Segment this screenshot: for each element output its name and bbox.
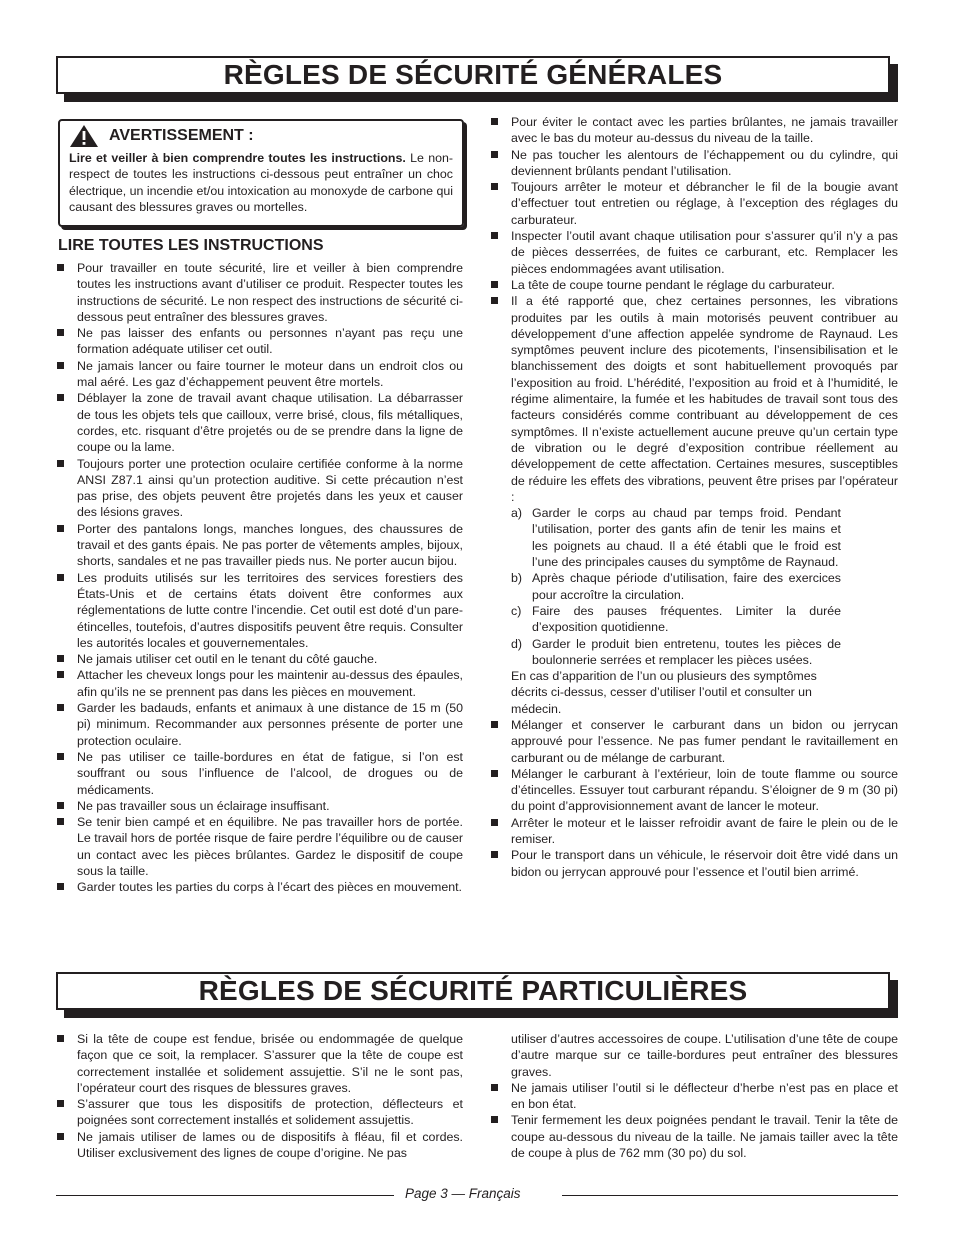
bullet-item: Mélanger et conserver le carburant dans un bidon ou jerrycan approuvé pour l’essence. Ne pas fumer pendant le ravitaillement en carburant ou de mélange de carburant. [490,717,898,766]
page-footer [0,1186,954,1206]
vibration-advice-text: En cas d’apparition de l’un ou plusieurs des symptômes décrits ci-dessus, cesser d’utiliser l’outil et consulter un médecin. [511,669,817,716]
specific-left-column [56,1031,463,1161]
sub-item-text: Faire des pauses fréquentes. Limiter la durée d’exposition quotidienne. [532,603,841,635]
sub-item-text: Après chaque période d’utilisation, faire des exercices pour accroître la circulation. [532,571,841,602]
sub-item-text: Garder le produit bien entretenu, toutes les pièces de boulonnerie serrées et remplacer les pièces usées. [532,636,841,667]
warning-triangle-icon [69,124,99,148]
bullet-item: Les produits utilisés sur les territoires des services forestiers des États-Unis et de certains états doivent être conformes aux réglementations de lutte contre l’incendie. Cet outil est doté d’un pare-étincelles, toutefois, d’autres dispositifs peuvent être requis. Consulter les autorités locales et gouvernementales. [56,570,463,651]
bullet-item: Se tenir bien campé et en équilibre. Ne pas travailler hors de portée. Le travail hors de portée risque de faire perdre l’équilibre ou de causer un contact avec les pièces brûlantes. Gardez le dispositif de coupe sous la taille. [56,814,463,879]
sub-item [511,570,841,603]
specific-rules-banner [56,972,890,1010]
left-column [56,260,463,896]
bullet-item: Ne pas laisser des enfants ou personnes n’ayant pas reçu une formation adéquate utiliser cet outil. [56,325,463,358]
bullet-item: Il a été rapporté que, chez certaines personnes, les vibrations produites par les outils à main motorisés peuvent contribuer au développement d’une affection appelée syndrome de Raynaud. Les symptômes peuvent inclure des picotements, l’insensibilisation et le blanchissement des doigts et sont habituellement provoqués par l’exposition au froid. L’hérédité, l’exposition au froid et à l’humidité, le régime alimentaire, la fumée et les habitudes de travail sont tous des facteurs considérés comme contribuant au développement de ces symptômes. Il n’existe actuellement aucune preuve qu’un certain type de vibration ou le degré d’exposition contribue réellement au développement de cette affectation. Certaines mesures, susceptibles de réduire les effets des vibrations, peuvent être prises par l’opérateur : [490,293,898,505]
general-rules-title: RÈGLES DE SÉCURITÉ GÉNÉRALES [223,59,723,90]
bullet-item: La tête de coupe tourne pendant le réglage du carburateur. [490,277,898,293]
bullet-item: Si la tête de coupe est fendue, brisée ou endommagée de quelque façon que ce soit, la remplacer. S’assurer que la tête de coupe est correctement installée et solidement assujettie. S’il ne le sont pas, l’opérateur court des risques de blessures graves. [56,1031,463,1096]
bullet-item: Garder toutes les parties du corps à l’écart des pièces en mouvement. [56,879,463,895]
sub-item [511,636,841,669]
bullet-item: Ne pas toucher les alentours de l’échappement ou du cylindre, qui deviennent brûlants pendant l’utilisation. [490,147,898,180]
warning-box [58,119,464,227]
bullet-item: Pour éviter le contact avec les parties brûlantes, ne jamais travailler avec le bas du moteur au-dessus du niveau de la taille. [490,114,898,147]
bullet-item: Arrêter le moteur et le laisser refroidir avant de faire le plein ou de le remiser. [490,815,898,848]
sub-item-marker: d) [511,636,523,651]
bullet-item: Toujours porter une protection oculaire certifiée conforme à la norme ANSI Z87.1 ainsi qu’un protection auditive. Si cette précaution n’est pas prise, des objets peuvent être projetés dans les yeux et causer des lésions graves. [56,456,463,521]
bullet-item: S’assurer que tous les dispositifs de protection, déflecteurs et poignées sont correctement installés et solidement assujettis. [56,1096,463,1129]
bullet-item: Déblayer la zone de travail avant chaque utilisation. La débarrasser de tous les objets tels que cailloux, verre brisé, clous, fils métalliques, cordes, etc. risquant d’être projetés ou de se prendre dans la ligne de coupe ou la lame. [56,390,463,455]
bullet-item: Ne pas utiliser ce taille-bordures en état de fatigue, si l’on est souffrant ou sous l’influence de l’alcool, de drogues ou de médicaments. [56,749,463,798]
warning-title: AVERTISSEMENT : [109,127,254,144]
bullet-item: Ne jamais lancer ou faire tourner le moteur dans un endroit clos ou mal aéré. Les gaz d’échappement peuvent être mortels. [56,358,463,391]
sub-item-marker: b) [511,571,523,586]
bullet-item: Pour le transport dans un véhicule, le réservoir doit être vidé dans un bidon ou jerrycan approuvé pour l’essence et l’outil bien arrimé. [490,847,898,880]
bullet-item: Garder les badauds, enfants et animaux à une distance de 15 m (50 pi) minimum. Recommander aux personnes présente de porter une protection oculaire. [56,700,463,749]
sub-item [511,603,841,636]
bullet-item: Porter des pantalons longs, manches longues, des chaussures de travail et des gants épais. Ne pas porter de vêtements amples, bijoux, shorts, sandales et ne pas travailler pieds nus. Ne porter aucun bijou. [56,521,463,570]
specific-rules-title: RÈGLES DE SÉCURITÉ PARTICULIÈRES [198,975,748,1006]
general-rules-banner [56,56,890,94]
sub-item [511,505,841,570]
bullet-item: Ne jamais utiliser cet outil en le tenant du côté gauche. [56,651,463,667]
bullet-item: Inspecter l’outil avant chaque utilisation pour s’assurer qu’il n’y a pas de pièces desserrées, de fuites ce carburant, etc. Remplacer les pièces endommagées avant utilisation. [490,228,898,277]
read-instructions-heading: LIRE TOUTES LES INSTRUCTIONS [58,237,324,254]
bullet-item: Toujours arrêter le moteur et débrancher le fil de la bougie avant d’effectuer tout entretien ou réglage, à l’exception des réglages du carburateur. [490,179,898,228]
bullet-item: Mélanger le carburant à l’extérieur, loin de toute flamme ou source d’étincelles. Essuyer tout carburant répandu. S’éloigner de 9 m (30 pi) du point d’approvisionnement avant de lancer le moteur. [490,766,898,815]
bullet-item: Tenir fermement les deux poignées pendant le travail. Tenir la tête de coupe au-dessous du niveau de la taille. Ne jamais tailler avec la tête de coupe à plus de 762 mm (30 po) du sol. [490,1112,898,1161]
page-number: Page 3 — Français [405,1186,521,1201]
sub-item-marker: c) [511,603,522,618]
warning-text: Lire et veiller à bien comprendre toutes les instructions. Le non-respect de toutes les instructions ci-dessous peut entraîner un choc électrique, un incendie et/ou intoxication au monoxyde de carbone qui causant des blessures graves ou mortelles. [69,151,454,214]
specific-right-column [490,1031,898,1161]
bullet-item: Ne jamais utiliser l’outil si le déflecteur d’herbe n’est pas en place et en bon état. [490,1080,898,1113]
specific-continued-text: utiliser d’autres accessoires de coupe. L’utilisation d’une tête de coupe d’autre marque sur ce taille-bordures peut entraîner des blessures graves. [511,1032,898,1079]
right-column [490,114,898,880]
bullet-item: Ne jamais utiliser de lames ou de dispositifs à fléau, fil et cordes. Utiliser exclusivement des lignes de coupe d’origine. Ne pas [56,1129,463,1162]
bullet-item: Attacher les cheveux longs pour les maintenir au-dessus des épaules, afin qu’ils ne se prennent pas dans les pièces en mouvement. [56,667,463,700]
sub-item-text: Garder le corps au chaud par temps froid. Pendant l’utilisation, porter des gants afin de tenir les mains et les poignets au chaud. Il a été établi que le froid est l’une des principales causes du symptôme de Raynaud. [532,506,841,570]
bullet-item: Ne pas travailler sous un éclairage insuffisant. [56,798,463,814]
bullet-item: Pour travailler en toute sécurité, lire et veiller à bien comprendre toutes les instructions avant d’utiliser ce produit. Respecter toutes les instructions de sécurité. Le non respect des instructions de sécurité ci-dessous peut entraîner des blessures graves. [56,260,463,325]
sub-item-marker: a) [511,506,523,521]
